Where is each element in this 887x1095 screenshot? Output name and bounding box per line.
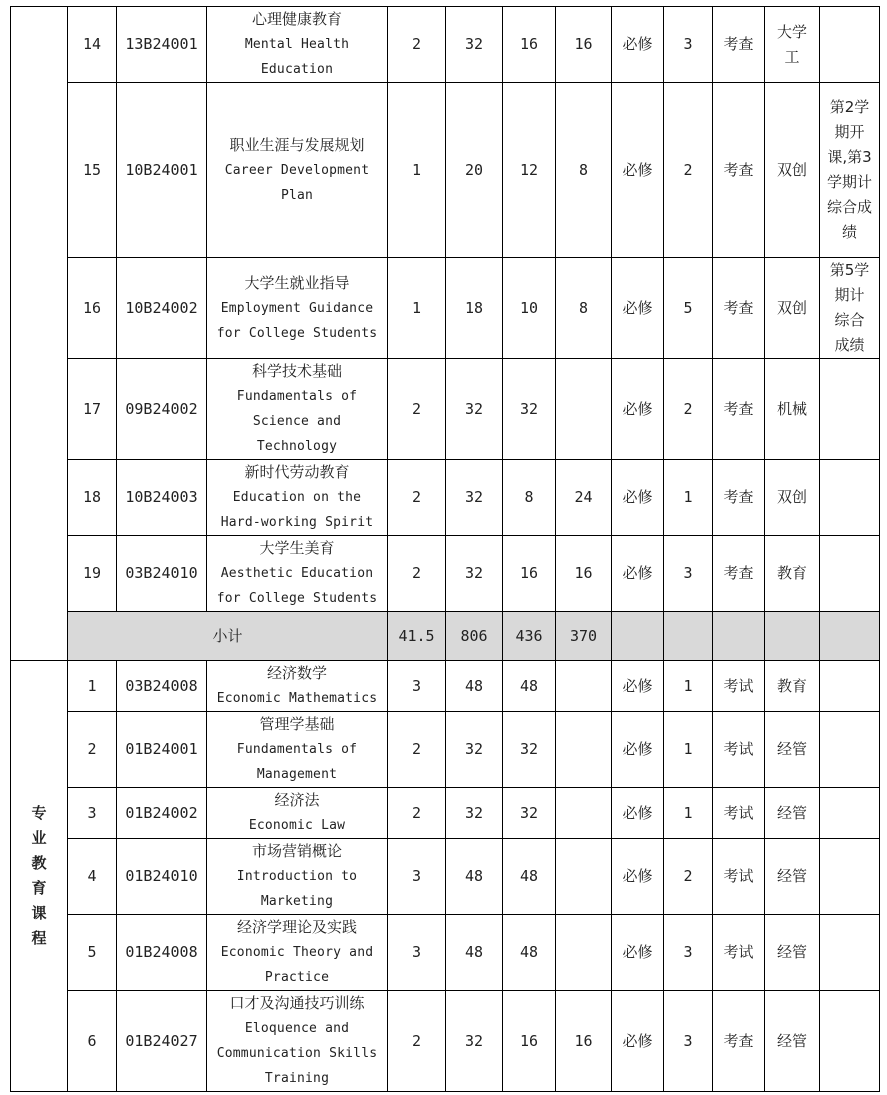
course-name-en: Aesthetic Education (220, 566, 374, 581)
cell-theory: 32 (503, 359, 556, 460)
cell-dept: 教育 (765, 536, 820, 612)
cell-practice: 16 (556, 536, 612, 612)
cell-theory: 32 (503, 712, 556, 788)
cell-course-name (207, 7, 388, 83)
cell-semester: 5 (664, 258, 713, 359)
cell-course-name (207, 661, 388, 712)
course-name-zh: 新时代劳动教育 (244, 463, 350, 481)
cell-semester: 1 (664, 661, 713, 712)
cell-note (820, 788, 880, 839)
course-name-en: Management (256, 767, 338, 782)
course-name-en: Fundamentals of (236, 742, 358, 757)
cell-type: 必修 (612, 839, 664, 915)
cell-course-name (207, 839, 388, 915)
cell-assess: 考试 (713, 788, 765, 839)
course-name-en: Mental Health (244, 37, 350, 52)
cell-credit: 2 (388, 788, 446, 839)
course-name-zh: 科学技术基础 (251, 362, 342, 380)
cell-no: 16 (68, 258, 117, 359)
cell-no: 5 (68, 915, 117, 991)
cell-credit: 2 (388, 460, 446, 536)
cell-practice (556, 661, 612, 712)
cell-no: 17 (68, 359, 117, 460)
course-name-en: Marketing (260, 894, 334, 909)
cell-theory: 12 (503, 83, 556, 258)
subtotal-theory: 436 (503, 612, 556, 661)
cell-type: 必修 (612, 788, 664, 839)
cell-course-name (207, 712, 388, 788)
course-name-en: Employment Guidance (220, 300, 374, 316)
cell-credit: 2 (388, 712, 446, 788)
course-name-en: Hard-working Spirit (220, 515, 374, 530)
cell-semester: 1 (664, 460, 713, 536)
course-name-en: Economic Mathematics (216, 691, 378, 706)
cell-code: 10B24002 (117, 258, 207, 359)
cell-type: 必修 (612, 460, 664, 536)
course-name-en: Communication Skills (216, 1046, 378, 1061)
cell-dept: 双创 (765, 83, 820, 258)
subtotal-practice: 370 (556, 612, 612, 661)
cell-assess: 考试 (713, 661, 765, 712)
cell-dept: 机械 (765, 359, 820, 460)
cell-credit: 1 (388, 258, 446, 359)
cell-no: 2 (68, 712, 117, 788)
cell-no: 19 (68, 536, 117, 612)
cell-code: 03B24008 (117, 661, 207, 712)
course-name-zh: 大学生美育 (259, 539, 335, 557)
subtotal-empty (820, 612, 880, 661)
cell-code: 01B24027 (117, 991, 207, 1092)
table-row (11, 788, 880, 839)
course-name-en: for College Students (216, 591, 378, 606)
cell-code: 10B24003 (117, 460, 207, 536)
course-name-en: for College Students (216, 325, 378, 341)
subtotal-hours: 806 (446, 612, 503, 661)
cell-dept: 经管 (765, 712, 820, 788)
course-name-zh: 管理学基础 (259, 715, 335, 733)
cell-hours: 48 (446, 915, 503, 991)
course-name-zh: 心理健康教育 (251, 10, 342, 28)
cell-hours: 32 (446, 460, 503, 536)
cell-credit: 3 (388, 661, 446, 712)
cell-practice: 24 (556, 460, 612, 536)
subtotal-empty (713, 612, 765, 661)
cell-practice: 8 (556, 258, 612, 359)
table-row (11, 460, 880, 536)
cell-course-name (207, 460, 388, 536)
cell-practice (556, 915, 612, 991)
subtotal-label: 小计 (68, 612, 388, 661)
cell-semester: 3 (664, 536, 713, 612)
cell-code: 01B24008 (117, 915, 207, 991)
cell-credit: 2 (388, 991, 446, 1092)
cell-code: 10B24001 (117, 83, 207, 258)
course-name-en: Plan (280, 187, 314, 203)
course-name-en: Education (260, 62, 334, 77)
cell-course-name (207, 788, 388, 839)
table-row (11, 712, 880, 788)
cell-hours: 48 (446, 839, 503, 915)
cell-course-name (207, 359, 388, 460)
table-row (11, 536, 880, 612)
cell-note (820, 460, 880, 536)
course-name-en: Practice (264, 970, 330, 985)
cell-hours: 32 (446, 991, 503, 1092)
cell-note (820, 991, 880, 1092)
course-name-zh: 市场营销概论 (251, 842, 342, 860)
course-name-zh: 职业生涯与发展规划 (229, 135, 365, 154)
cell-theory: 10 (503, 258, 556, 359)
course-name-en: Training (264, 1071, 330, 1086)
cell-credit: 3 (388, 839, 446, 915)
cell-assess: 考查 (713, 258, 765, 359)
course-name-en: Education on the (232, 490, 362, 505)
cell-note (820, 839, 880, 915)
table-row (11, 839, 880, 915)
cell-note (820, 661, 880, 712)
cell-dept: 双创 (765, 460, 820, 536)
cell-note (820, 359, 880, 460)
cell-assess: 考试 (713, 839, 765, 915)
cell-assess: 考查 (713, 7, 765, 83)
cell-dept: 经管 (765, 915, 820, 991)
subtotal-empty (612, 612, 664, 661)
cell-type: 必修 (612, 915, 664, 991)
cell-credit: 3 (388, 915, 446, 991)
category-label: 专业教育课程 (31, 804, 47, 947)
cell-assess: 考试 (713, 712, 765, 788)
cell-note (820, 536, 880, 612)
course-name-zh: 口才及沟通技巧训练 (229, 994, 365, 1012)
cell-code: 01B24002 (117, 788, 207, 839)
cell-no: 1 (68, 661, 117, 712)
course-name-zh: 大学生就业指导 (244, 273, 350, 292)
cell-credit: 1 (388, 83, 446, 258)
subtotal-empty (664, 612, 713, 661)
cell-practice (556, 839, 612, 915)
cell-type: 必修 (612, 536, 664, 612)
category-cell-major (11, 661, 68, 1092)
cell-type: 必修 (612, 359, 664, 460)
subtotal-credit: 41.5 (388, 612, 446, 661)
course-name-en: Economic Theory and (220, 945, 374, 960)
cell-theory: 16 (503, 536, 556, 612)
cell-theory: 48 (503, 839, 556, 915)
cell-no: 14 (68, 7, 117, 83)
cell-hours: 32 (446, 788, 503, 839)
course-name-en: Introduction to (236, 869, 358, 884)
cell-practice: 16 (556, 7, 612, 83)
cell-type: 必修 (612, 7, 664, 83)
cell-note: 第2学期开课,第3学期计综合成绩 (820, 83, 880, 258)
cell-credit: 2 (388, 7, 446, 83)
cell-code: 09B24002 (117, 359, 207, 460)
cell-dept: 大学工 (765, 7, 820, 83)
cell-assess: 考查 (713, 536, 765, 612)
table-body (11, 7, 880, 1092)
cell-semester: 2 (664, 839, 713, 915)
cell-type: 必修 (612, 991, 664, 1092)
course-name-en: Eloquence and (244, 1021, 350, 1036)
cell-code: 13B24001 (117, 7, 207, 83)
cell-assess: 考试 (713, 915, 765, 991)
cell-semester: 3 (664, 915, 713, 991)
cell-hours: 32 (446, 7, 503, 83)
cell-course-name (207, 915, 388, 991)
cell-dept: 双创 (765, 258, 820, 359)
cell-dept: 经管 (765, 991, 820, 1092)
cell-note (820, 712, 880, 788)
cell-practice: 8 (556, 83, 612, 258)
category-cell-general (11, 7, 68, 661)
cell-hours: 48 (446, 661, 503, 712)
course-name-en: Career Development (224, 162, 370, 178)
cell-type: 必修 (612, 661, 664, 712)
cell-course-name (207, 991, 388, 1092)
cell-hours: 32 (446, 712, 503, 788)
cell-semester: 1 (664, 712, 713, 788)
cell-no: 18 (68, 460, 117, 536)
subtotal-row (11, 612, 880, 661)
cell-semester: 2 (664, 83, 713, 258)
cell-note (820, 7, 880, 83)
cell-assess: 考查 (713, 359, 765, 460)
course-name-en: Fundamentals of (236, 389, 358, 404)
cell-theory: 8 (503, 460, 556, 536)
cell-assess: 考查 (713, 83, 765, 258)
cell-practice: 16 (556, 991, 612, 1092)
cell-code: 01B24010 (117, 839, 207, 915)
table-row (11, 661, 880, 712)
cell-type: 必修 (612, 83, 664, 258)
cell-note: 第5学期计综合成绩 (820, 258, 880, 359)
cell-note (820, 915, 880, 991)
course-name-en: Technology (256, 439, 338, 454)
cell-no: 3 (68, 788, 117, 839)
cell-course-name (207, 83, 388, 258)
cell-hours: 32 (446, 536, 503, 612)
cell-course-name (207, 536, 388, 612)
cell-theory: 16 (503, 991, 556, 1092)
cell-semester: 2 (664, 359, 713, 460)
cell-assess: 考查 (713, 460, 765, 536)
cell-semester: 1 (664, 788, 713, 839)
cell-type: 必修 (612, 712, 664, 788)
cell-credit: 2 (388, 359, 446, 460)
table-row (11, 7, 880, 83)
cell-hours: 18 (446, 258, 503, 359)
cell-theory: 48 (503, 661, 556, 712)
cell-course-name (207, 258, 388, 359)
cell-practice (556, 788, 612, 839)
course-name-en: Science and (252, 414, 342, 429)
cell-hours: 20 (446, 83, 503, 258)
course-name-zh: 经济学理论及实践 (236, 918, 357, 936)
cell-assess: 考查 (713, 991, 765, 1092)
table-row (11, 991, 880, 1092)
subtotal-empty (765, 612, 820, 661)
cell-theory: 16 (503, 7, 556, 83)
cell-hours: 32 (446, 359, 503, 460)
cell-practice (556, 712, 612, 788)
cell-no: 15 (68, 83, 117, 258)
cell-semester: 3 (664, 991, 713, 1092)
cell-credit: 2 (388, 536, 446, 612)
cell-theory: 48 (503, 915, 556, 991)
cell-practice (556, 359, 612, 460)
cell-no: 6 (68, 991, 117, 1092)
cell-code: 01B24001 (117, 712, 207, 788)
cell-semester: 3 (664, 7, 713, 83)
cell-type: 必修 (612, 258, 664, 359)
course-name-en: Economic Law (248, 818, 346, 833)
cell-theory: 32 (503, 788, 556, 839)
cell-no: 4 (68, 839, 117, 915)
course-name-zh: 经济数学 (266, 664, 327, 682)
cell-dept: 经管 (765, 788, 820, 839)
table-row (11, 359, 880, 460)
curriculum-table (10, 6, 880, 1092)
course-name-zh: 经济法 (274, 791, 320, 809)
cell-dept: 经管 (765, 839, 820, 915)
cell-code: 03B24010 (117, 536, 207, 612)
table-row (11, 258, 880, 359)
table-row (11, 83, 880, 258)
table-row (11, 915, 880, 991)
cell-dept: 教育 (765, 661, 820, 712)
